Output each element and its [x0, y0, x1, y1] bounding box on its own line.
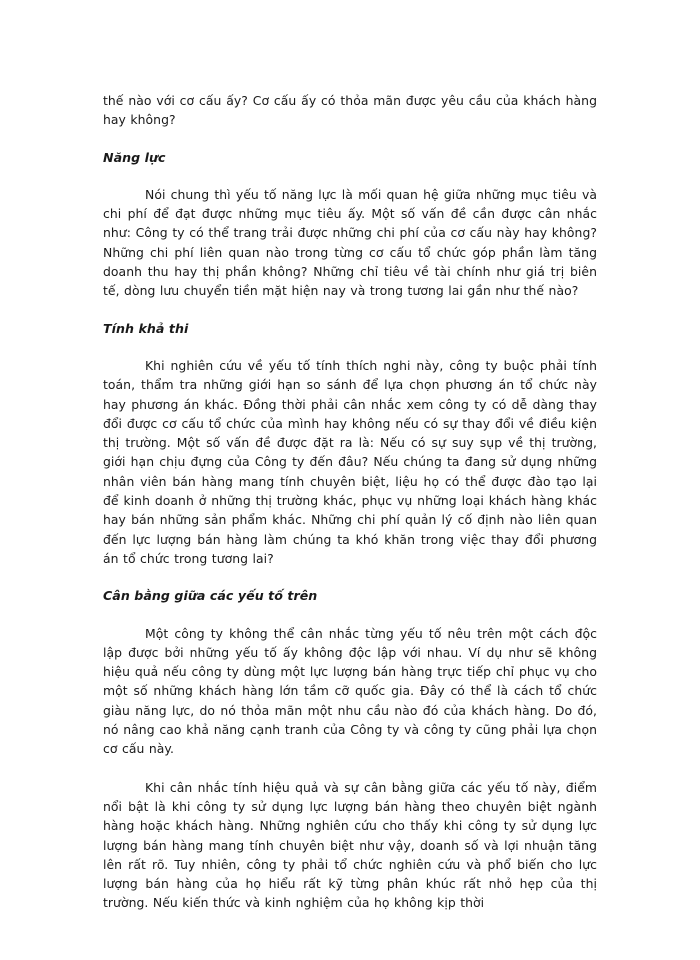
section-heading-tinh-kha-thi: Tính khả thi: [103, 320, 189, 336]
paragraph-can-bang-1: Một công ty không thể cân nhắc từng yếu tố nêu trên một cách độc lập được bởi những yếu tố ấy không độc lập với nhau. Ví dụ như sẽ không hiệu quả nếu công ty dùng một lực lượng bán hàng trực tiếp chỉ phục vụ cho một số những khách hàng lớn tầm cỡ quốc gia. Đây có thể là cách tổ chức giàu năng lực, do nó thỏa mãn một nhu cầu nào đó của khách hàng. Do đó, nó nâng cao khả năng cạnh tranh của Công ty và công ty cũng phải lựa chọn cơ cấu này.: [103, 625, 597, 757]
continuation-paragraph: thế nào với cơ cấu ấy? Cơ cấu ấy có thỏa mãn được yêu cầu của khách hàng hay không?: [103, 93, 597, 128]
spacer: [103, 338, 597, 356]
spacer: [103, 167, 597, 185]
section-heading-can-bang: Cân bằng giữa các yếu tố trên: [103, 588, 318, 604]
spacer: [103, 130, 597, 148]
document-page: [103, 91, 597, 913]
paragraph-can-bang-2: Khi cân nhắc tính hiệu quả và sự cân bằng giữa các yếu tố này, điểm nổi bật là khi công ty sử dụng lực lượng bán hàng theo chuyên biệt ngành hàng hoặc khách hàng. Những nghiên cứu cho thấy khi công ty sử dụng lực lượng bán hàng mang tính chuyên biệt như vậy, doanh số và lợi nhuận tăng lên rất rõ. Tuy nhiên, công ty phải tổ chức nghiên cứu và phổ biến cho lực lượng bán hàng của họ hiểu rất kỹ từng phân khúc rất nhỏ hẹp của thị trường. Nếu kiến thức và kinh nghiệm của họ không kịp thời: [103, 779, 597, 911]
spacer: [103, 301, 597, 319]
paragraph-nang-luc: Nói chung thì yếu tố năng lực là mối quan hệ giữa những mục tiêu và chi phí để đạt được những mục tiêu ấy. Một số vấn đề cần được cân nhắc như: Công ty có thể trang trải được những chi phí của cơ cấu này hay không? Những chi phí liên quan nào trong từng cơ cấu tổ chức góp phần làm tăng doanh thu hay thị phần không? Những chỉ tiêu về tài chính như giá trị biên tế, dòng lưu chuyển tiền mặt hiện nay và trong tương lai gần như thế nào?: [103, 186, 597, 299]
spacer: [103, 568, 597, 586]
paragraph-tinh-kha-thi: Khi nghiên cứu về yếu tố tính thích nghi này, công ty buộc phải tính toán, thẩm tra những giới hạn so sánh để lựa chọn phương án tổ chức này hay phương án khác. Đồng thời phải cân nhắc xem công ty có dễ dàng thay đổi được cơ cấu tổ chức của mình hay không nếu có sự thay đổi về điều kiện thị trường. Một số vấn đề được đặt ra là: Nếu có sự suy sụp về thị trường, giới hạn chịu đựng của Công ty đến đâu? Nếu chúng ta đang sử dụng những nhân viên bán hàng mang tính chuyên biệt, liệu họ có thể được đào tạo lại để kinh doanh ở những thị trường khác, phục vụ những loại khách hàng khác hay bán những sản phẩm khác. Những chi phí quản lý cố định nào liên quan đến lực lượng bán hàng làm chúng ta khó khăn trong việc thay đổi phương án tổ chức trong tương lai?: [103, 357, 597, 566]
spacer: [103, 759, 597, 778]
section-heading-nang-luc: Năng lực: [103, 149, 166, 165]
spacer: [103, 606, 597, 624]
